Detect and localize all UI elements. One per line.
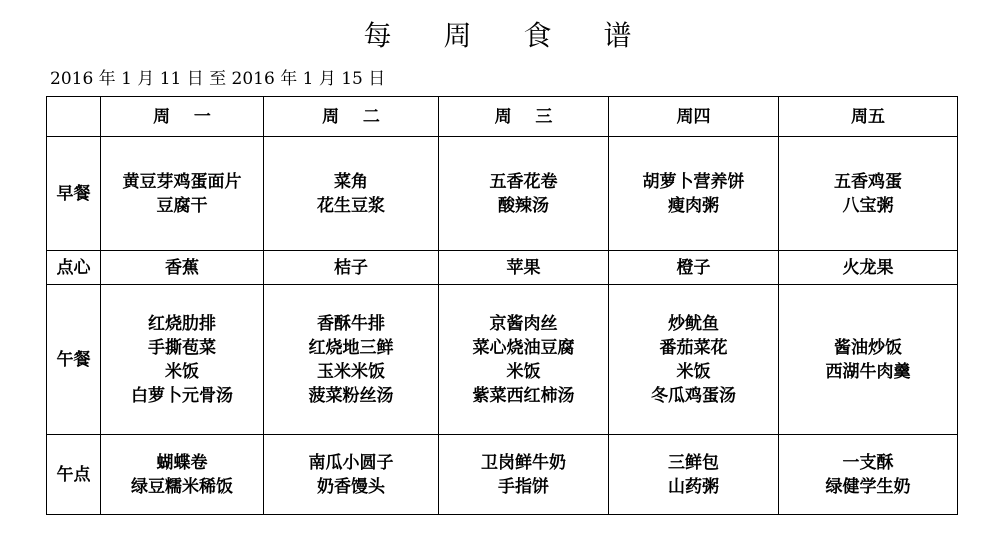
dish-item: 米饭 (165, 361, 199, 382)
dish-item: 冬瓜鸡蛋汤 (651, 385, 736, 406)
dish-item: 手指饼 (498, 476, 549, 497)
date-range: 2016 年 1 月 11 日 至 2016 年 1 月 15 日 (50, 69, 386, 89)
day-header: 周 二 (264, 97, 439, 137)
menu-cell (264, 435, 439, 515)
dish-item: 紫菜西红柿汤 (472, 385, 575, 406)
dish-item: 火龙果 (842, 257, 894, 278)
corner-cell (47, 97, 101, 137)
day-header: 周 三 (439, 97, 609, 137)
menu-cell (101, 137, 264, 251)
dish-item: 五香花卷 (489, 171, 558, 192)
dish-item: 红烧地三鲜 (308, 337, 394, 358)
dish-item: 西湖牛肉羹 (825, 361, 911, 382)
dish-item: 胡萝卜营养饼 (642, 171, 745, 192)
meal-label: 点心 (47, 251, 101, 285)
dish-item: 黄豆芽鸡蛋面片 (122, 171, 242, 192)
menu-cell (101, 435, 264, 515)
dish-item: 绿豆糯米稀饭 (131, 476, 233, 497)
dish-item: 菜心烧油豆腐 (472, 337, 575, 358)
dish-item: 手撕苞菜 (148, 337, 216, 358)
menu-cell (609, 435, 779, 515)
menu-cell (264, 137, 439, 251)
day-header: 周 一 (101, 97, 264, 137)
dish-item: 菜角 (334, 171, 368, 192)
dish-item: 番茄菜花 (659, 337, 728, 358)
dish-item: 苹果 (506, 257, 541, 278)
day-header: 周五 (779, 97, 958, 137)
dish-item: 玉米米饭 (317, 361, 385, 382)
dish-item: 蝴蝶卷 (156, 452, 208, 473)
dish-item: 香蕉 (165, 257, 199, 278)
menu-cell (439, 137, 609, 251)
menu-cell (779, 285, 958, 435)
dish-item: 豆腐干 (156, 195, 208, 216)
dish-item: 菠菜粉丝汤 (308, 385, 394, 406)
menu-cell (264, 251, 439, 285)
dish-item: 京酱肉丝 (489, 313, 558, 334)
dish-item: 橙子 (676, 257, 711, 278)
dish-item: 一支酥 (842, 452, 894, 473)
menu-cell (439, 251, 609, 285)
menu-cell (439, 285, 609, 435)
meal-label: 午餐 (47, 285, 101, 435)
day-header: 周四 (609, 97, 779, 137)
meal-label: 午点 (47, 435, 101, 515)
menu-cell (609, 137, 779, 251)
dish-item: 炒鱿鱼 (668, 313, 719, 334)
weekly-menu-table (46, 96, 958, 515)
table-row (47, 251, 958, 285)
page-title: 每周食谱 (363, 19, 684, 52)
dish-item: 绿健学生奶 (825, 476, 911, 497)
dish-item: 五香鸡蛋 (834, 171, 902, 192)
menu-cell (101, 251, 264, 285)
dish-item: 花生豆浆 (317, 195, 385, 216)
menu-cell (609, 285, 779, 435)
meal-label: 早餐 (47, 137, 101, 251)
dish-item: 桔子 (334, 257, 368, 278)
dish-item: 三鲜包 (668, 452, 719, 473)
menu-cell (609, 251, 779, 285)
dish-item: 瘦肉粥 (668, 195, 719, 216)
table-row (47, 435, 958, 515)
dish-item: 八宝粥 (842, 195, 894, 216)
table-header-row (47, 97, 958, 137)
dish-item: 红烧肋排 (148, 313, 216, 334)
dish-item: 卫岗鲜牛奶 (481, 452, 566, 473)
dish-item: 酸辣汤 (498, 195, 549, 216)
table-row (47, 285, 958, 435)
menu-cell (101, 285, 264, 435)
dish-item: 米饭 (676, 361, 711, 382)
dish-item: 奶香馒头 (317, 476, 385, 497)
dish-item: 南瓜小圆子 (308, 452, 394, 473)
menu-cell (264, 285, 439, 435)
dish-item: 米饭 (506, 361, 541, 382)
dish-item: 香酥牛排 (317, 313, 385, 334)
table-row (47, 137, 958, 251)
dish-item: 酱油炒饭 (834, 337, 902, 358)
dish-item: 白萝卜元骨汤 (131, 385, 233, 406)
menu-cell (779, 251, 958, 285)
menu-cell (779, 435, 958, 515)
menu-cell (439, 435, 609, 515)
dish-item: 山药粥 (668, 476, 719, 497)
menu-cell (779, 137, 958, 251)
